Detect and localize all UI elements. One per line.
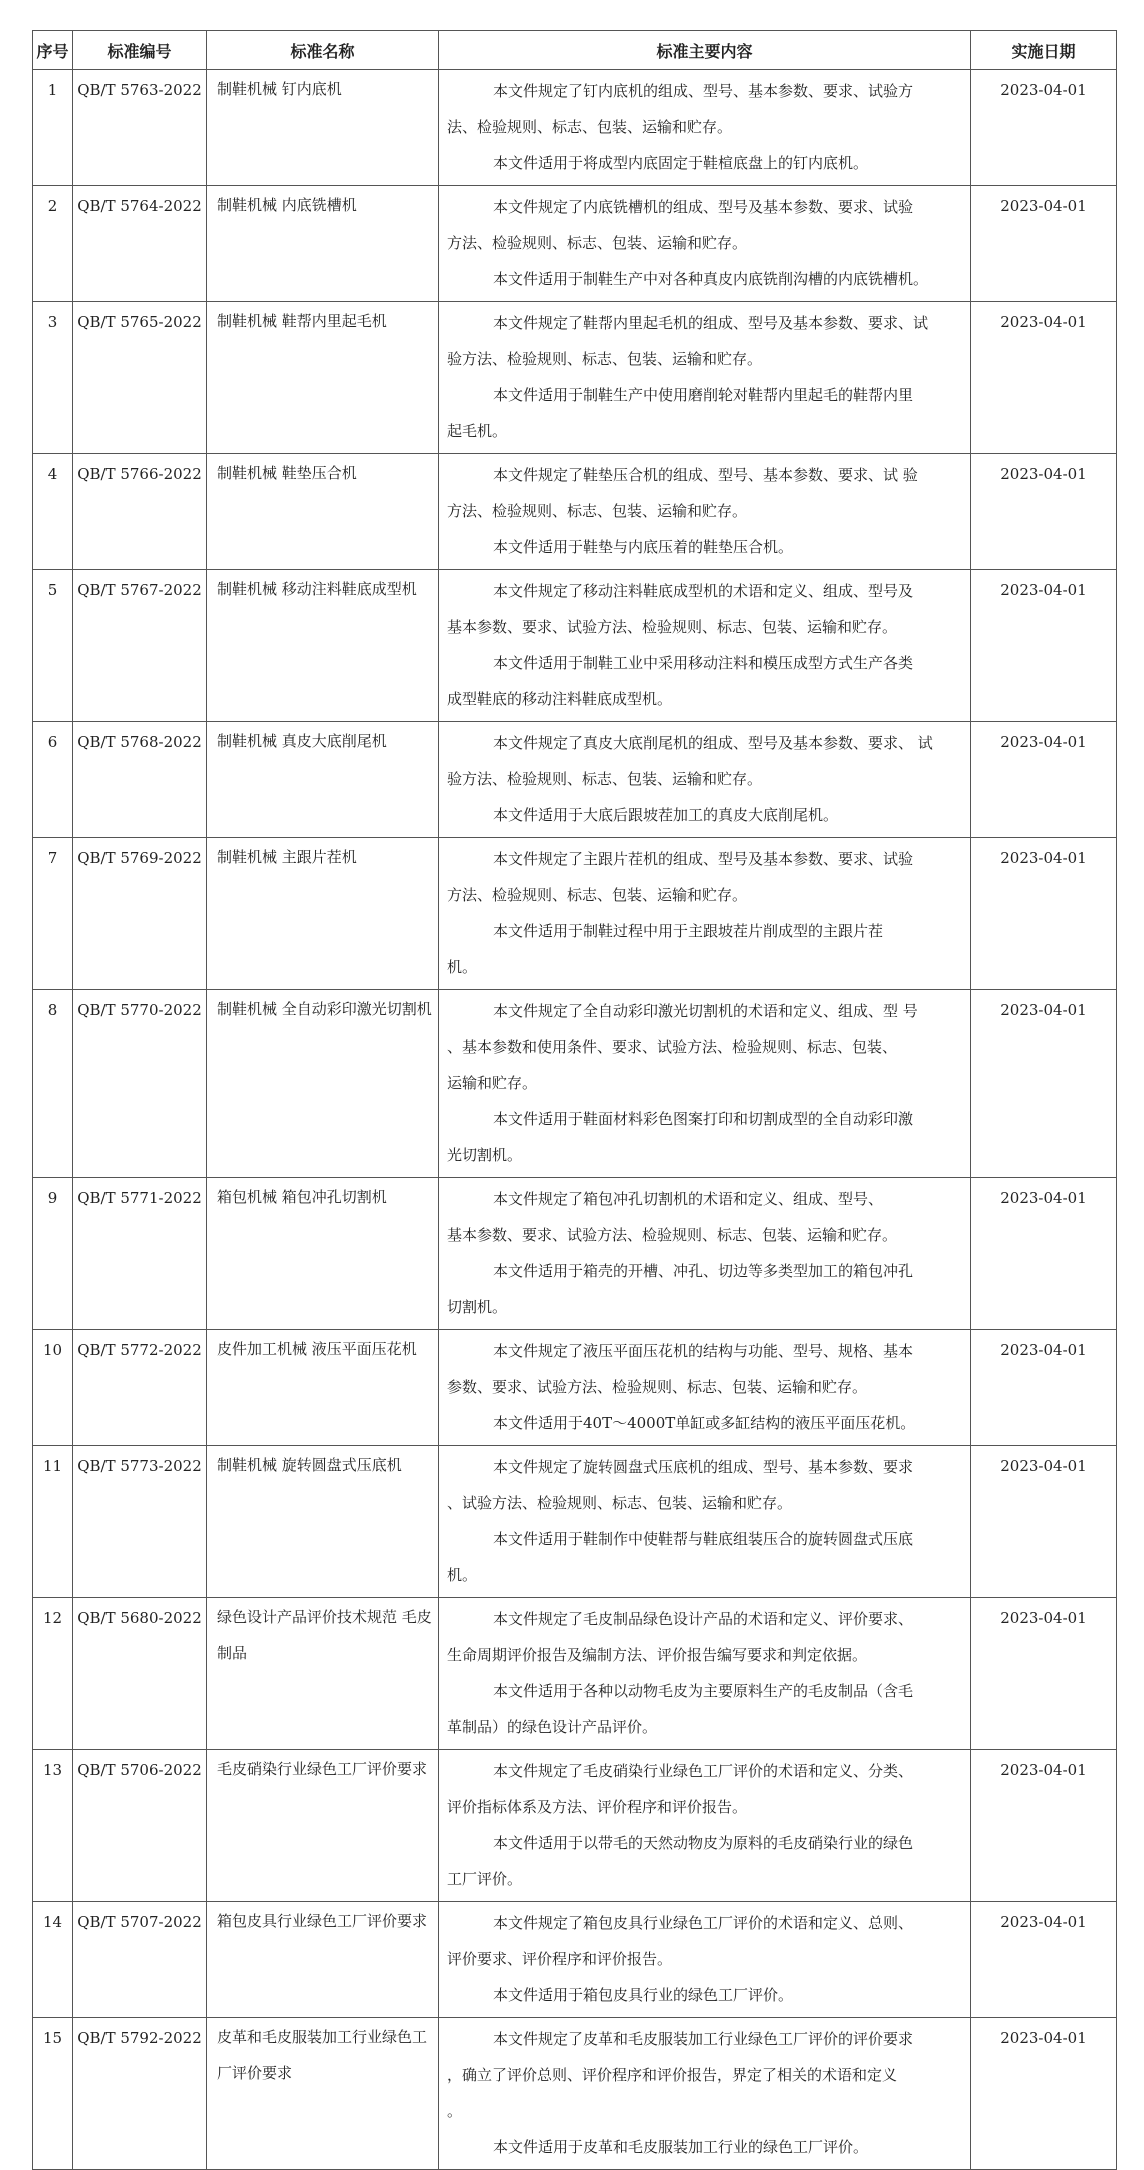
standard-name <box>207 1598 439 1750</box>
row-number: 9 <box>33 1178 73 1330</box>
content-line: 。 <box>447 2102 463 2120</box>
content-line: 本文件规定了主跟片茬机的组成、型号及基本参数、要求、试验 <box>493 850 914 868</box>
table-row <box>33 570 1117 722</box>
standard-name-text: 制鞋机械 全自动彩印激光切割机 <box>217 1000 432 1018</box>
standard-name-text: 箱包机械 箱包冲孔切割机 <box>217 1188 387 1206</box>
content-line: 本文件适用于各种以动物毛皮为主要原料生产的毛皮制品（含毛 <box>493 1682 914 1700</box>
standard-content <box>439 1446 971 1598</box>
standard-code: QB/T 5766-2022 <box>73 454 207 570</box>
table-row <box>33 302 1117 454</box>
standards-table <box>32 30 1117 2170</box>
table-row <box>33 1446 1117 1598</box>
content-line: 本文件规定了箱包皮具行业绿色工厂评价的术语和定义、总则、 <box>493 1914 914 1932</box>
content-line: 基本参数、要求、试验方法、检验规则、标志、包装、运输和贮存。 <box>447 1226 898 1244</box>
standard-name-text: 制鞋机械 主跟片茬机 <box>217 848 357 866</box>
effective-date: 2023-04-01 <box>971 302 1117 454</box>
row-number: 8 <box>33 990 73 1178</box>
table-row <box>33 1330 1117 1446</box>
header-code: 标准编号 <box>73 31 207 70</box>
standard-name-text: 制鞋机械 鞋垫压合机 <box>217 464 357 482</box>
standard-name <box>207 70 439 186</box>
content-line: 成型鞋底的移动注料鞋底成型机。 <box>447 690 673 708</box>
content-line: 本文件适用于制鞋生产中对各种真皮内底铣削沟槽的内底铣槽机。 <box>493 270 929 288</box>
standard-content <box>439 186 971 302</box>
standard-name <box>207 1178 439 1330</box>
row-number: 6 <box>33 722 73 838</box>
standard-name-text: 皮革和毛皮服装加工行业绿色工厂评价要求 <box>217 2028 428 2082</box>
content-line: 本文件适用于皮革和毛皮服装加工行业的绿色工厂评价。 <box>493 2138 869 2156</box>
standard-name <box>207 454 439 570</box>
row-number: 11 <box>33 1446 73 1598</box>
standard-name-text: 皮件加工机械 液压平面压花机 <box>217 1340 417 1358</box>
effective-date: 2023-04-01 <box>971 1598 1117 1750</box>
standard-name <box>207 722 439 838</box>
content-line: 本文件适用于鞋面材料彩色图案打印和切割成型的全自动彩印激 <box>493 1110 914 1128</box>
table-row <box>33 1750 1117 1902</box>
row-number: 15 <box>33 2018 73 2170</box>
content-line: 法、检验规则、标志、包装、运输和贮存。 <box>447 118 733 136</box>
standard-content <box>439 838 971 990</box>
content-line: 切割机。 <box>447 1298 508 1316</box>
standard-name-text: 箱包皮具行业绿色工厂评价要求 <box>217 1912 428 1930</box>
content-line: 本文件规定了旋转圆盘式压底机的组成、型号、基本参数、要求 <box>493 1458 914 1476</box>
row-number: 7 <box>33 838 73 990</box>
standard-code: QB/T 5773-2022 <box>73 1446 207 1598</box>
content-line: 本文件规定了鞋帮内里起毛机的组成、型号及基本参数、要求、试 <box>493 314 929 332</box>
effective-date: 2023-04-01 <box>971 722 1117 838</box>
effective-date: 2023-04-01 <box>971 186 1117 302</box>
standard-content <box>439 454 971 570</box>
content-line: 验方法、检验规则、标志、包装、运输和贮存。 <box>447 350 763 368</box>
header-name: 标准名称 <box>207 31 439 70</box>
content-line: 、试验方法、检验规则、标志、包装、运输和贮存。 <box>447 1494 793 1512</box>
effective-date: 2023-04-01 <box>971 1902 1117 2018</box>
content-line: 起毛机。 <box>447 422 508 440</box>
row-number: 14 <box>33 1902 73 2018</box>
row-number: 5 <box>33 570 73 722</box>
table-row <box>33 1178 1117 1330</box>
standard-content <box>439 722 971 838</box>
content-line: 本文件适用于制鞋生产中使用磨削轮对鞋帮内里起毛的鞋帮内里 <box>493 386 914 404</box>
content-line: 基本参数、要求、试验方法、检验规则、标志、包装、运输和贮存。 <box>447 618 898 636</box>
content-line: 本文件规定了真皮大底削尾机的组成、型号及基本参数、要求、 试 <box>493 734 933 752</box>
content-line: 方法、检验规则、标志、包装、运输和贮存。 <box>447 502 748 520</box>
standard-code: QB/T 5763-2022 <box>73 70 207 186</box>
content-line: ，确立了评价总则、评价程序和评价报告，界定了相关的术语和定义 <box>447 2066 898 2084</box>
standard-name <box>207 1750 439 1902</box>
effective-date: 2023-04-01 <box>971 70 1117 186</box>
content-line: 本文件规定了液压平面压花机的结构与功能、型号、规格、基本 <box>493 1342 914 1360</box>
row-number: 3 <box>33 302 73 454</box>
effective-date: 2023-04-01 <box>971 1750 1117 1902</box>
content-line: 本文件规定了内底铣槽机的组成、型号及基本参数、要求、试验 <box>493 198 914 216</box>
content-line: 评价指标体系及方法、评价程序和评价报告。 <box>447 1798 748 1816</box>
row-number: 12 <box>33 1598 73 1750</box>
content-line: 革制品）的绿色设计产品评价。 <box>447 1718 658 1736</box>
content-line: 本文件规定了全自动彩印激光切割机的术语和定义、组成、型 号 <box>493 1002 918 1020</box>
effective-date: 2023-04-01 <box>971 838 1117 990</box>
row-number: 2 <box>33 186 73 302</box>
content-line: 本文件适用于箱壳的开槽、冲孔、切边等多类型加工的箱包冲孔 <box>493 1262 914 1280</box>
table-row <box>33 186 1117 302</box>
content-line: 本文件适用于将成型内底固定于鞋楦底盘上的钉内底机。 <box>493 154 869 172</box>
standard-name-text: 制鞋机械 鞋帮内里起毛机 <box>217 312 387 330</box>
content-line: 运输和贮存。 <box>447 1074 538 1092</box>
effective-date: 2023-04-01 <box>971 454 1117 570</box>
standard-content <box>439 990 971 1178</box>
header-date: 实施日期 <box>971 31 1117 70</box>
effective-date: 2023-04-01 <box>971 1330 1117 1446</box>
table-body <box>33 70 1117 2170</box>
standard-name-text: 制鞋机械 钉内底机 <box>217 80 342 98</box>
standard-content <box>439 570 971 722</box>
content-line: 方法、检验规则、标志、包装、运输和贮存。 <box>447 234 748 252</box>
standard-code: QB/T 5769-2022 <box>73 838 207 990</box>
standard-name-text: 毛皮硝染行业绿色工厂评价要求 <box>217 1760 428 1778</box>
table-header-row <box>33 31 1117 70</box>
content-line: 本文件规定了钉内底机的组成、型号、基本参数、要求、试验方 <box>493 82 914 100</box>
effective-date: 2023-04-01 <box>971 570 1117 722</box>
standard-name-text: 制鞋机械 移动注料鞋底成型机 <box>217 580 417 598</box>
standard-content <box>439 1330 971 1446</box>
table-row <box>33 990 1117 1178</box>
content-line: 本文件适用于40T～4000T单缸或多缸结构的液压平面压花机。 <box>493 1414 916 1432</box>
content-line: 生命周期评价报告及编制方法、评价报告编写要求和判定依据。 <box>447 1646 868 1664</box>
standard-content <box>439 1902 971 2018</box>
effective-date: 2023-04-01 <box>971 1446 1117 1598</box>
standard-name-text: 制鞋机械 真皮大底削尾机 <box>217 732 387 750</box>
standard-code: QB/T 5768-2022 <box>73 722 207 838</box>
content-line: 本文件规定了皮革和毛皮服装加工行业绿色工厂评价的评价要求 <box>493 2030 914 2048</box>
standard-code: QB/T 5707-2022 <box>73 1902 207 2018</box>
standard-code: QB/T 5680-2022 <box>73 1598 207 1750</box>
effective-date: 2023-04-01 <box>971 1178 1117 1330</box>
standard-code: QB/T 5764-2022 <box>73 186 207 302</box>
row-number: 1 <box>33 70 73 186</box>
standard-code: QB/T 5767-2022 <box>73 570 207 722</box>
content-line: 本文件规定了毛皮硝染行业绿色工厂评价的术语和定义、分类、 <box>493 1762 914 1780</box>
content-line: 本文件适用于大底后跟坡茬加工的真皮大底削尾机。 <box>493 806 839 824</box>
standard-name <box>207 186 439 302</box>
content-line: 本文件适用于鞋垫与内底压着的鞋垫压合机。 <box>493 538 794 556</box>
content-line: 光切割机。 <box>447 1146 523 1164</box>
content-line: 本文件规定了箱包冲孔切割机的术语和定义、组成、型号、 <box>493 1190 884 1208</box>
standard-content <box>439 1750 971 1902</box>
standard-name <box>207 570 439 722</box>
content-line: 本文件规定了鞋垫压合机的组成、型号、基本参数、要求、试 验 <box>493 466 918 484</box>
table-row <box>33 2018 1117 2170</box>
standard-content <box>439 1178 971 1330</box>
table-row <box>33 838 1117 990</box>
table-row <box>33 722 1117 838</box>
table-row <box>33 1598 1117 1750</box>
standard-code: QB/T 5771-2022 <box>73 1178 207 1330</box>
standard-name <box>207 838 439 990</box>
standard-code: QB/T 5772-2022 <box>73 1330 207 1446</box>
row-number: 10 <box>33 1330 73 1446</box>
content-line: 验方法、检验规则、标志、包装、运输和贮存。 <box>447 770 763 788</box>
row-number: 4 <box>33 454 73 570</box>
content-line: 方法、检验规则、标志、包装、运输和贮存。 <box>447 886 748 904</box>
standard-content <box>439 70 971 186</box>
table-row <box>33 454 1117 570</box>
standard-name <box>207 1902 439 2018</box>
table-row <box>33 1902 1117 2018</box>
standard-code: QB/T 5792-2022 <box>73 2018 207 2170</box>
standard-name <box>207 2018 439 2170</box>
standard-name <box>207 1446 439 1598</box>
content-line: 参数、要求、试验方法、检验规则、标志、包装、运输和贮存。 <box>447 1378 868 1396</box>
row-number: 13 <box>33 1750 73 1902</box>
standard-code: QB/T 5770-2022 <box>73 990 207 1178</box>
table-row <box>33 70 1117 186</box>
standard-code: QB/T 5706-2022 <box>73 1750 207 1902</box>
standard-code: QB/T 5765-2022 <box>73 302 207 454</box>
standard-content <box>439 302 971 454</box>
content-line: 机。 <box>447 1566 478 1584</box>
standard-content <box>439 1598 971 1750</box>
content-line: 本文件适用于箱包皮具行业的绿色工厂评价。 <box>493 1986 794 2004</box>
content-line: 本文件适用于制鞋过程中用于主跟坡茬片削成型的主跟片茬 <box>493 922 884 940</box>
content-line: 工厂评价。 <box>447 1870 523 1888</box>
content-line: 本文件适用于制鞋工业中采用移动注料和模压成型方式生产各类 <box>493 654 914 672</box>
standard-name <box>207 990 439 1178</box>
content-line: 本文件规定了移动注料鞋底成型机的术语和定义、组成、型号及 <box>493 582 914 600</box>
content-line: 本文件规定了毛皮制品绿色设计产品的术语和定义、评价要求、 <box>493 1610 914 1628</box>
standard-name-text: 制鞋机械 旋转圆盘式压底机 <box>217 1456 402 1474</box>
content-line: 评价要求、评价程序和评价报告。 <box>447 1950 673 1968</box>
header-no: 序号 <box>33 31 73 70</box>
standard-name <box>207 1330 439 1446</box>
content-line: 机。 <box>447 958 478 976</box>
content-line: 本文件适用于以带毛的天然动物皮为原料的毛皮硝染行业的绿色 <box>493 1834 914 1852</box>
standard-name-text: 制鞋机械 内底铣槽机 <box>217 196 357 214</box>
standard-name <box>207 302 439 454</box>
content-line: 、基本参数和使用条件、要求、试验方法、检验规则、标志、包装、 <box>447 1038 898 1056</box>
effective-date: 2023-04-01 <box>971 990 1117 1178</box>
content-line: 本文件适用于鞋制作中使鞋帮与鞋底组装压合的旋转圆盘式压底 <box>493 1530 914 1548</box>
standard-name-text: 绿色设计产品评价技术规范 毛皮制品 <box>217 1608 432 1662</box>
effective-date: 2023-04-01 <box>971 2018 1117 2170</box>
standard-content <box>439 2018 971 2170</box>
header-content: 标准主要内容 <box>439 31 971 70</box>
